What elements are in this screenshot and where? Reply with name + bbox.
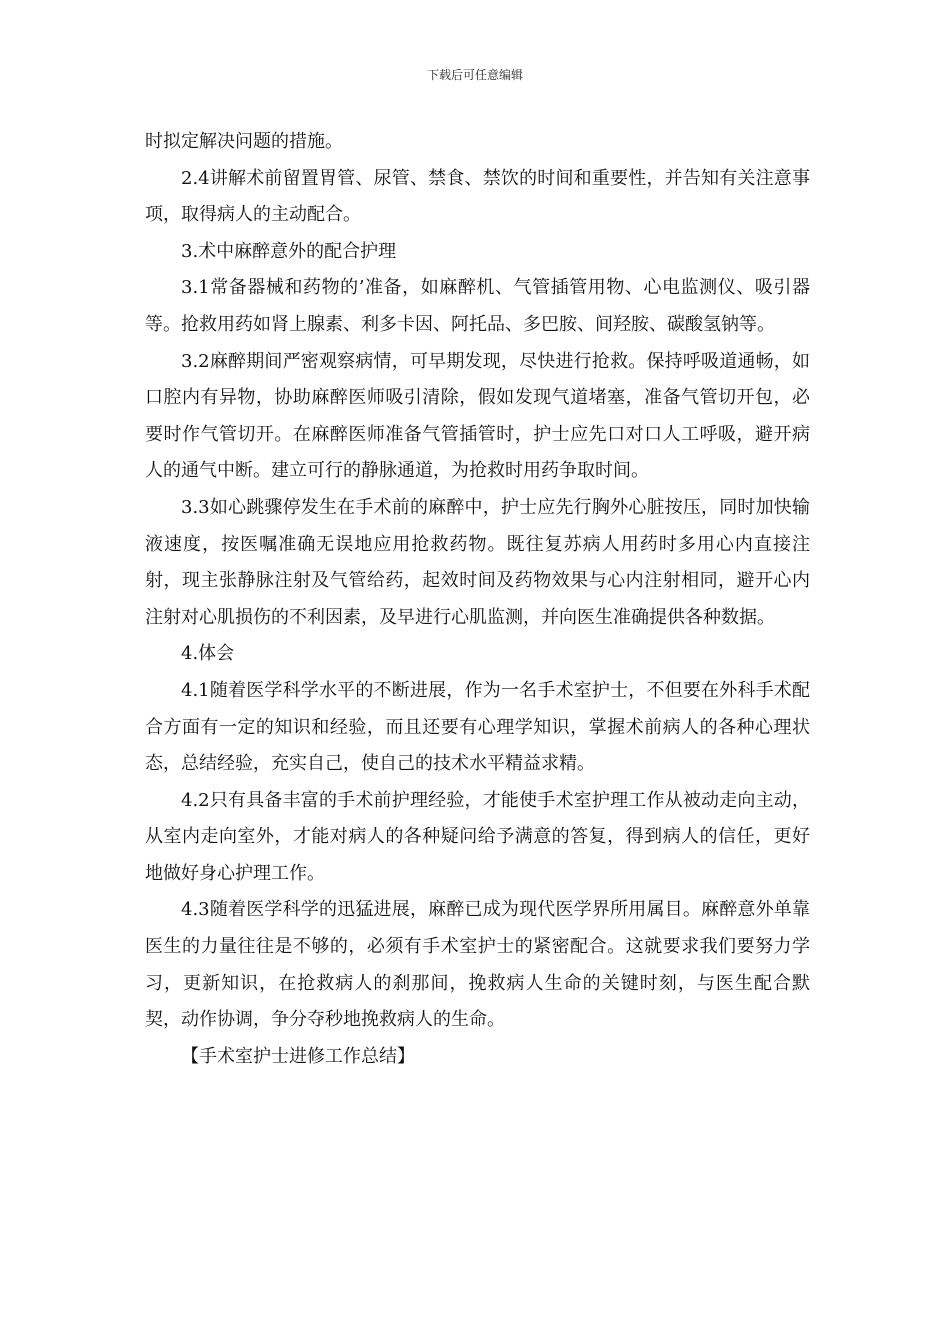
document-body xyxy=(145,124,810,1075)
paragraph-1: 时拟定解决问题的措施。 xyxy=(145,131,343,152)
paragraph-4-1: 4.1随着医学科学水平的不断进展，作为一名手术室护士，不但要在外科手术配合方面有一定的知识和经验，而且还要有心理学知识，掌握术前病人的各种心理状态，总结经验，充实自己，使自己的技术水平精益求精。 xyxy=(145,679,810,775)
paragraph-4-2: 4.2只有具备丰富的手术前护理经验，才能使手术室护理工作从被动走向主动，从室内走向室外，才能对病人的各种疑问给予满意的答复，得到病人的信任，更好地做好身心护理工作。 xyxy=(145,789,810,884)
section-heading-4: 4.体会 xyxy=(181,643,235,665)
paragraph-4-3: 4.3随着医学科学的迅猛进展，麻醉已成为现代医学界所用属目。麻醉意外单靠医生的力量往往是不够的，必须有手术室护士的紧密配合。这就要求我们要努力学习，更新知识，在抢救病人的刹那间，挽救病人生命的关键时刻，与医生配合默契，动作协调，争分夺秒地挽救病人的生命。 xyxy=(145,899,810,1031)
closing-title: 【手术室护士进修工作总结】 xyxy=(181,1045,415,1067)
page-header: 下载后可任意编辑 xyxy=(426,68,523,82)
paragraph-3-2: 3.2麻醉期间严密观察病情，可早期发现，尽快进行抢救。保持呼吸道通畅，如口腔内有异物，协助麻醉医师吸引清除，假如发现气道堵塞，准备气管切开包，必要时作气管切开。在麻醉医师准备气管插管时，护士应先口对口人工呼吸，避开病人的通气中断。建立可行的静脉通道，为抢救时用药争取时间。 xyxy=(145,350,810,482)
paragraph-3-1: 3.1常备器械和药物的’准备，如麻醉机、气管插管用物、心电监测仪、吸引器等。抢救用药如肾上腺素、利多卡因、阿托品、多巴胺、间羟胺、碳酸氢钠等。 xyxy=(145,277,810,335)
paragraph-2: 2.4讲解术前留置胃管、尿管、禁食、禁饮的时间和重要性，并告知有关注意事项，取得病人的主动配合。 xyxy=(145,167,810,226)
section-heading-3: 3.术中麻醉意外的配合护理 xyxy=(181,240,397,262)
paragraph-3-3: 3.3如心跳骤停发生在手术前的麻醉中，护士应先行胸外心脏按压，同时加快输液速度，按医嘱准确无误地应用抢救药物。既往复苏病人用药时多用心内直接注射，现主张静脉注射及气管给药，起效时间及药物效果与心内注射相同，避开心内注射对心肌损伤的不利因素，及早进行心肌监测，并向医生准确提供各种数据。 xyxy=(145,496,810,628)
